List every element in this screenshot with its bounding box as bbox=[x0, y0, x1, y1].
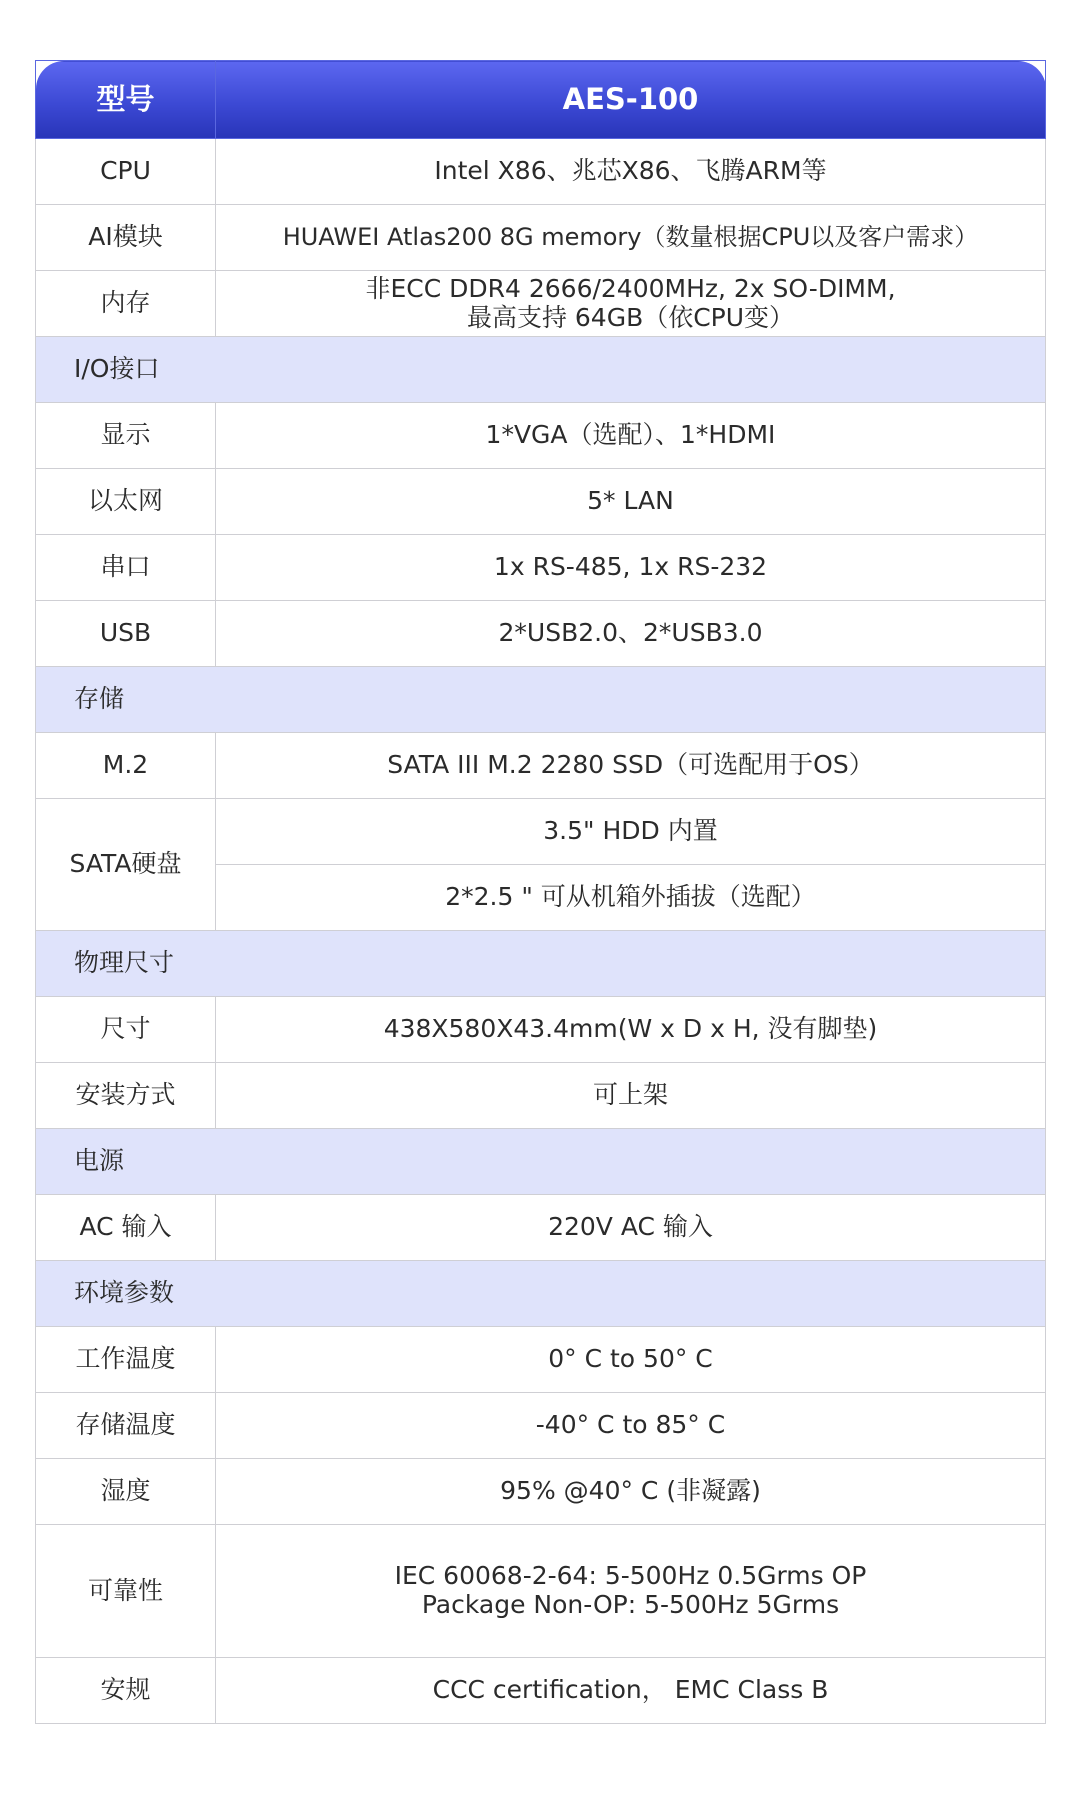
spec-table bbox=[35, 60, 1046, 1724]
table-row-storage-temp bbox=[36, 1393, 1046, 1459]
table-header-row bbox=[36, 61, 1046, 139]
row-label-usb: USB bbox=[36, 601, 216, 667]
table-row-humidity bbox=[36, 1459, 1046, 1525]
row-value-memory bbox=[216, 271, 1046, 337]
row-value-storage-temp: -40° C to 85° C bbox=[216, 1393, 1046, 1459]
row-value-cpu: Intel X86、兆芯X86、飞腾ARM等 bbox=[216, 139, 1046, 205]
reliability-line-2: Package Non-OP: 5-500Hz 5Grms bbox=[421, 1590, 840, 1619]
table-row-size bbox=[36, 997, 1046, 1063]
row-value-serial: 1x RS-485, 1x RS-232 bbox=[216, 535, 1046, 601]
section-title-physical: 物理尺寸 bbox=[36, 931, 1046, 997]
row-label-size: 尺寸 bbox=[36, 997, 216, 1063]
section-physical bbox=[36, 931, 1046, 997]
table-row-display bbox=[36, 403, 1046, 469]
header-model-label: 型号 bbox=[36, 61, 216, 139]
row-label-memory: 内存 bbox=[36, 271, 216, 337]
row-label-op-temp: 工作温度 bbox=[36, 1327, 216, 1393]
section-title-io: I/O接口 bbox=[36, 337, 1046, 403]
reliability-line-1: IEC 60068-2-64: 5-500Hz 0.5Grms OP bbox=[394, 1561, 867, 1591]
row-label-safety: 安规 bbox=[36, 1658, 216, 1724]
table-row-ac bbox=[36, 1195, 1046, 1261]
row-label-sata: SATA硬盘 bbox=[36, 799, 216, 931]
table-row-serial bbox=[36, 535, 1046, 601]
row-value-op-temp: 0° C to 50° C bbox=[216, 1327, 1046, 1393]
row-value-size: 438X580X43.4mm(W x D x H, 没有脚垫) bbox=[216, 997, 1046, 1063]
table-row-m2 bbox=[36, 733, 1046, 799]
row-value-sata-2: 2*2.5 " 可从机箱外插拔（选配） bbox=[216, 865, 1046, 931]
row-label-display: 显示 bbox=[36, 403, 216, 469]
section-title-storage: 存储 bbox=[36, 667, 1046, 733]
row-value-m2: SATA III M.2 2280 SSD（可选配用于OS） bbox=[216, 733, 1046, 799]
row-label-humidity: 湿度 bbox=[36, 1459, 216, 1525]
row-value-humidity: 95% @40° C (非凝露) bbox=[216, 1459, 1046, 1525]
row-label-ai: AI模块 bbox=[36, 205, 216, 271]
memory-line-1: 非ECC DDR4 2666/2400MHz, 2x SO-DIMM, bbox=[365, 273, 896, 303]
table-row-ai bbox=[36, 205, 1046, 271]
memory-line-2: 最高支持 64GB（依CPU变） bbox=[466, 302, 795, 332]
table-row-safety bbox=[36, 1658, 1046, 1724]
row-value-reliability bbox=[216, 1525, 1046, 1658]
table-row-ethernet bbox=[36, 469, 1046, 535]
row-value-ethernet: 5* LAN bbox=[216, 469, 1046, 535]
section-power bbox=[36, 1129, 1046, 1195]
section-title-environment: 环境参数 bbox=[36, 1261, 1046, 1327]
row-value-ai: HUAWEI Atlas200 8G memory（数量根据CPU以及客户需求） bbox=[216, 205, 1046, 271]
section-environment bbox=[36, 1261, 1046, 1327]
section-storage bbox=[36, 667, 1046, 733]
row-label-storage-temp: 存储温度 bbox=[36, 1393, 216, 1459]
table-row-usb bbox=[36, 601, 1046, 667]
table-row-mount bbox=[36, 1063, 1046, 1129]
row-label-reliability: 可靠性 bbox=[36, 1525, 216, 1658]
header-model-value: AES-100 bbox=[216, 61, 1046, 139]
table-row-cpu bbox=[36, 139, 1046, 205]
row-value-safety: CCC certification， EMC Class B bbox=[216, 1658, 1046, 1724]
table-row-sata-1 bbox=[36, 799, 1046, 865]
table-row-op-temp bbox=[36, 1327, 1046, 1393]
row-value-display: 1*VGA（选配）、1*HDMI bbox=[216, 403, 1046, 469]
row-value-ac: 220V AC 输入 bbox=[216, 1195, 1046, 1261]
row-label-m2: M.2 bbox=[36, 733, 216, 799]
row-label-serial: 串口 bbox=[36, 535, 216, 601]
row-label-ac: AC 输入 bbox=[36, 1195, 216, 1261]
table-row-reliability bbox=[36, 1525, 1046, 1658]
row-value-mount: 可上架 bbox=[216, 1063, 1046, 1129]
row-label-cpu: CPU bbox=[36, 139, 216, 205]
table-row-memory bbox=[36, 271, 1046, 337]
section-io bbox=[36, 337, 1046, 403]
section-title-power: 电源 bbox=[36, 1129, 1046, 1195]
row-label-mount: 安装方式 bbox=[36, 1063, 216, 1129]
row-value-sata-1: 3.5" HDD 内置 bbox=[216, 799, 1046, 865]
row-value-usb: 2*USB2.0、2*USB3.0 bbox=[216, 601, 1046, 667]
row-label-ethernet: 以太网 bbox=[36, 469, 216, 535]
